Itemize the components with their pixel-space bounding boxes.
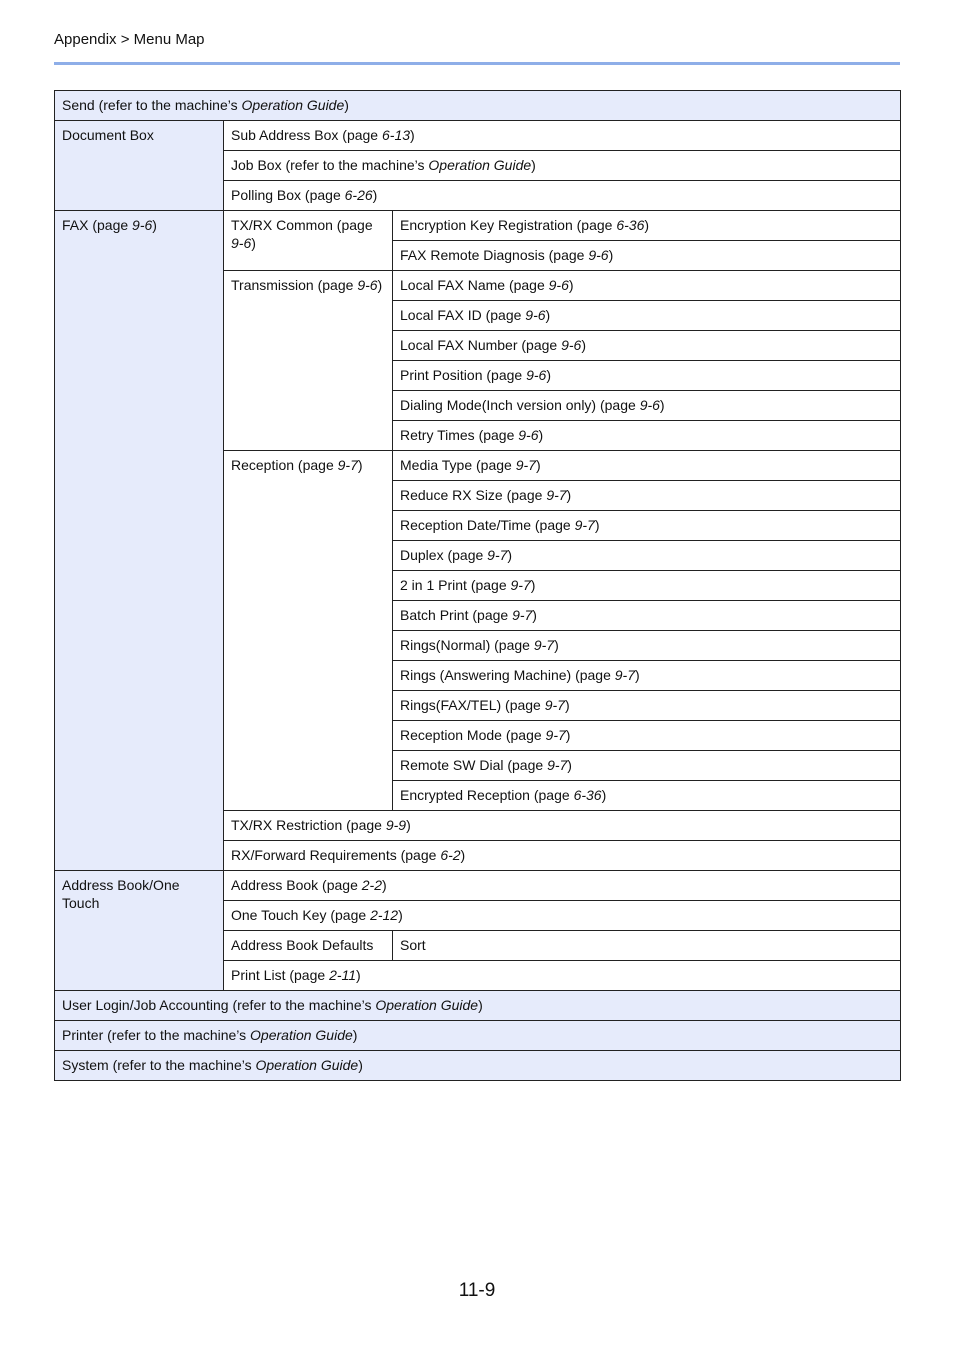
- menu-cell-send: Send (refer to the machine’s Operation Guide): [55, 91, 901, 121]
- menu-item: Batch Print (page 9-7): [393, 601, 901, 631]
- menu-item: Polling Box (page 6-26): [224, 181, 901, 211]
- menu-cell-fax: FAX (page 9-6): [55, 211, 224, 871]
- menu-item: Encryption Key Registration (page 6-36): [393, 211, 901, 241]
- menu-item: FAX Remote Diagnosis (page 9-6): [393, 241, 901, 271]
- menu-item: TX/RX Restriction (page 9-9): [224, 811, 901, 841]
- menu-cell-user-login: User Login/Job Accounting (refer to the machine’s Operation Guide): [55, 991, 901, 1021]
- menu-item: Local FAX Number (page 9-6): [393, 331, 901, 361]
- menu-item: 2 in 1 Print (page 9-7): [393, 571, 901, 601]
- page-number: 11-9: [458, 1280, 496, 1301]
- menu-item: Encrypted Reception (page 6-36): [393, 781, 901, 811]
- menu-item: Rings(FAX/TEL) (page 9-7): [393, 691, 901, 721]
- menu-row-user-login: [55, 991, 901, 1021]
- menu-row-printer: [55, 1021, 901, 1051]
- menu-cell-address-book: Address Book/One Touch: [55, 871, 224, 991]
- menu-row-fax: [55, 211, 901, 241]
- menu-row-send: [55, 91, 901, 121]
- menu-cell-printer: Printer (refer to the machine’s Operation Guide): [55, 1021, 901, 1051]
- menu-item: Print List (page 2-11): [224, 961, 901, 991]
- menu-item: One Touch Key (page 2-12): [224, 901, 901, 931]
- menu-item: Reduce RX Size (page 9-7): [393, 481, 901, 511]
- menu-item: Reception Mode (page 9-7): [393, 721, 901, 751]
- menu-item: Sort: [393, 931, 901, 961]
- menu-item: Local FAX Name (page 9-6): [393, 271, 901, 301]
- menu-item: Rings (Answering Machine) (page 9-7): [393, 661, 901, 691]
- menu-item: Local FAX ID (page 9-6): [393, 301, 901, 331]
- menu-item: Sub Address Box (page 6-13): [224, 121, 901, 151]
- menu-cell-system: System (refer to the machine’s Operation Guide): [55, 1051, 901, 1081]
- menu-item: Remote SW Dial (page 9-7): [393, 751, 901, 781]
- menu-item: Job Box (refer to the machine’s Operation Guide): [224, 151, 901, 181]
- menu-item: Media Type (page 9-7): [393, 451, 901, 481]
- menu-row-address-book: [55, 871, 901, 901]
- menu-group-transmission: Transmission (page 9-6): [224, 271, 393, 451]
- menu-item: Print Position (page 9-6): [393, 361, 901, 391]
- menu-item: Address Book (page 2-2): [224, 871, 901, 901]
- menu-item: Retry Times (page 9-6): [393, 421, 901, 451]
- menu-item: Dialing Mode(Inch version only) (page 9-6): [393, 391, 901, 421]
- breadcrumb: Appendix > Menu Map: [54, 31, 205, 48]
- menu-item: Address Book Defaults: [224, 931, 393, 961]
- menu-row-system: [55, 1051, 901, 1081]
- menu-item: Duplex (page 9-7): [393, 541, 901, 571]
- menu-item: Reception Date/Time (page 9-7): [393, 511, 901, 541]
- menu-cell-document-box: Document Box: [55, 121, 224, 211]
- menu-row-document-box: [55, 121, 901, 151]
- menu-group-txrx-common: TX/RX Common (page 9-6): [224, 211, 393, 271]
- menu-item: RX/Forward Requirements (page 6-2): [224, 841, 901, 871]
- menu-map-table: [54, 90, 901, 1081]
- menu-item: Rings(Normal) (page 9-7): [393, 631, 901, 661]
- menu-group-reception: Reception (page 9-7): [224, 451, 393, 811]
- header-divider: [54, 62, 900, 65]
